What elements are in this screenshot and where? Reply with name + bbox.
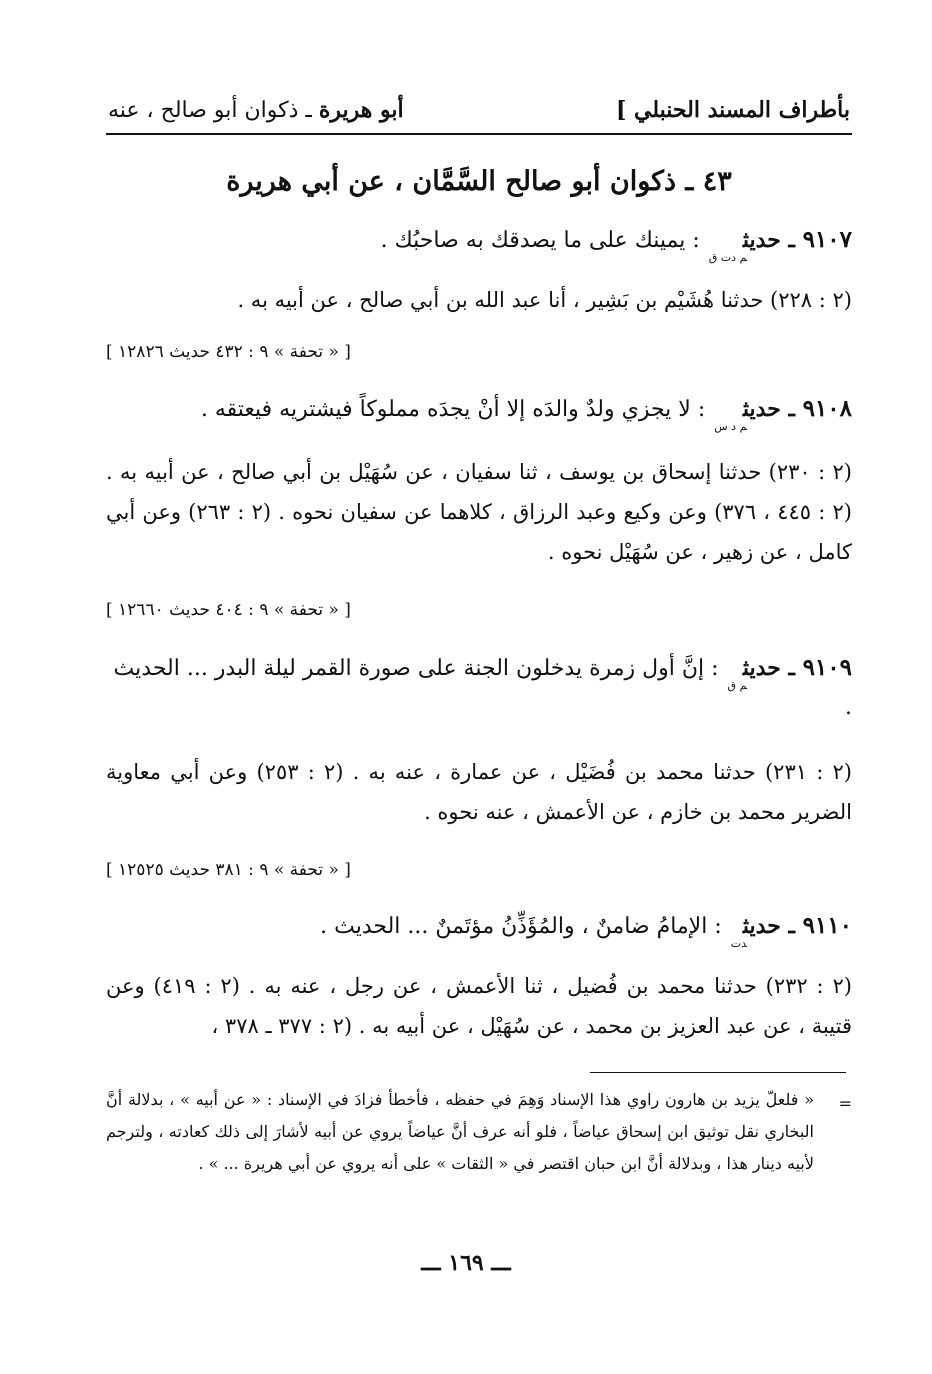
hadith-dash: ـ: [780, 227, 803, 253]
tuhfa-text: [ « تحفة » ٩ : ٤٠٤ حديث ١٢٦٦٠ ]: [106, 600, 351, 620]
hadith-isnad-9107: (٢ : ٢٢٨) حدثنا هُشَيْم بن بَشِير ، أنا عبد الله بن أبي صالح ، عن أبيه به .: [237, 288, 852, 312]
hadith-word: حديث: [742, 913, 781, 939]
header-book-title: بأطراف المسند الحنبلي ]: [615, 97, 850, 123]
section-title: ٤٣ ـ ذكوان أبو صالح السَّمَّان ، عن أبي هريرة: [226, 166, 732, 197]
footnote-text: « فلعلّ يزيد بن هارون راوي هذا الإسناد وَهِمَ في حفظه ، فأخطأ فزادَ في الإسناد : « عن أبيه » ، بدلالة أنَّ البخاري نقل توثيق ابن إسحاق عياضاً ، فلو أنه عرف أنَّ عياضاً يروي عن أبيه لأشارَ إلى ذلك كعادته ، ولترجم لأبيه دينار هذا ، وبدلالة أنَّ ابن حبان اقتصر في « الثقات » على أنه يروي عن أبي هريرة ... » .: [106, 1090, 814, 1173]
hadith-sigla: م د س: [714, 420, 747, 433]
hadith-heading-9107: [106, 222, 852, 262]
hadith-word: حديث: [742, 227, 781, 253]
header-section-title: [108, 97, 404, 123]
hadith-text: : لا يجزي ولدٌ والدَه إلا أنْ يجدَه مملوكاً فيشتريه فيعتقه .: [200, 397, 713, 422]
hadith-dash: ـ: [780, 655, 803, 681]
hadith-sigla: م ق: [727, 679, 747, 692]
hadith-heading-9110: [106, 908, 852, 948]
header-section-bold: أبو هريرة: [318, 97, 404, 123]
hadith-sigla: م دت ق: [708, 251, 747, 264]
hadith-word: حديث: [742, 655, 781, 681]
hadith-dash: ـ: [780, 396, 803, 422]
hadith-heading-9108: [106, 391, 852, 431]
hadith-number: ٩١٠٨: [802, 395, 852, 422]
footnote-rule: [590, 1072, 846, 1073]
hadith-text: : الإمامُ ضامنٌ ، والمُؤَذِّنُ مؤتَمنٌ ... الحديث .: [320, 914, 729, 939]
hadith-text: : يمينك على ما يصدقك به صاحبُك .: [380, 228, 707, 253]
hadith-word: حديث: [742, 396, 781, 422]
tuhfa-reference-9107: [106, 338, 852, 366]
hadith-number: ٩١٠٩: [802, 654, 852, 681]
footnote: [106, 1084, 850, 1180]
header-rule: [106, 133, 852, 135]
tuhfa-reference-9109: [106, 856, 852, 884]
tuhfa-text: [ « تحفة » ٩ : ٤٣٢ حديث ١٢٨٢٦ ]: [106, 342, 351, 362]
hadith-dash: ـ: [780, 913, 803, 939]
header-section-rest: ـ ذكوان أبو صالح ، عنه: [108, 98, 319, 123]
hadith-sigla: دت: [730, 937, 747, 950]
hadith-number: ٩١٠٧: [802, 226, 852, 253]
footnote-continuation-marker: =: [838, 1094, 852, 1113]
hadith-isnad-9110: (٢ : ٢٣٢) حدثنا محمد بن فُضيل ، ثنا الأعمش ، عن رجل ، عنه به . (٢ : ٤١٩) وعن قتيبة ، عن عبد العزيز بن محمد ، عن سُهَيْل ، عن أبيه به . (٢ : ٣٧٧ ـ ٣٧٨ ،: [106, 974, 852, 1038]
page-number: ـــ ١٦٩ ـــ: [421, 1250, 511, 1276]
tuhfa-reference-9108: [106, 596, 852, 624]
hadith-heading-9109: [106, 650, 852, 726]
tuhfa-text: [ « تحفة » ٩ : ٣٨١ حديث ١٢٥٢٥ ]: [106, 860, 351, 880]
running-header: [108, 92, 850, 128]
hadith-isnad-9109: (٢ : ٢٣١) حدثنا محمد بن فُضَيْل ، عن عمارة ، عنه به . (٢ : ٢٥٣) وعن أبي معاوية الضرير محمد بن خازم ، عن الأعمش ، عنه نحوه .: [106, 760, 852, 824]
hadith-isnad-9108: (٢ : ٢٣٠) حدثنا إسحاق بن يوسف ، ثنا سفيان ، عن سُهَيْل بن أبي صالح ، عن أبيه به . (٢ : ٤٤٥ ، ٣٧٦) وعن وكيع وعبد الرزاق ، كلاهما عن سفيان نحوه . (٢ : ٢٦٣) وعن أبي كامل ، عن زهير ، عن سُهَيْل نحوه .: [106, 460, 852, 564]
hadith-number: ٩١١٠: [802, 912, 852, 939]
hadith-text: : إنَّ أول زمرة يدخلون الجنة على صورة القمر ليلة البدر ... الحديث .: [113, 656, 852, 720]
